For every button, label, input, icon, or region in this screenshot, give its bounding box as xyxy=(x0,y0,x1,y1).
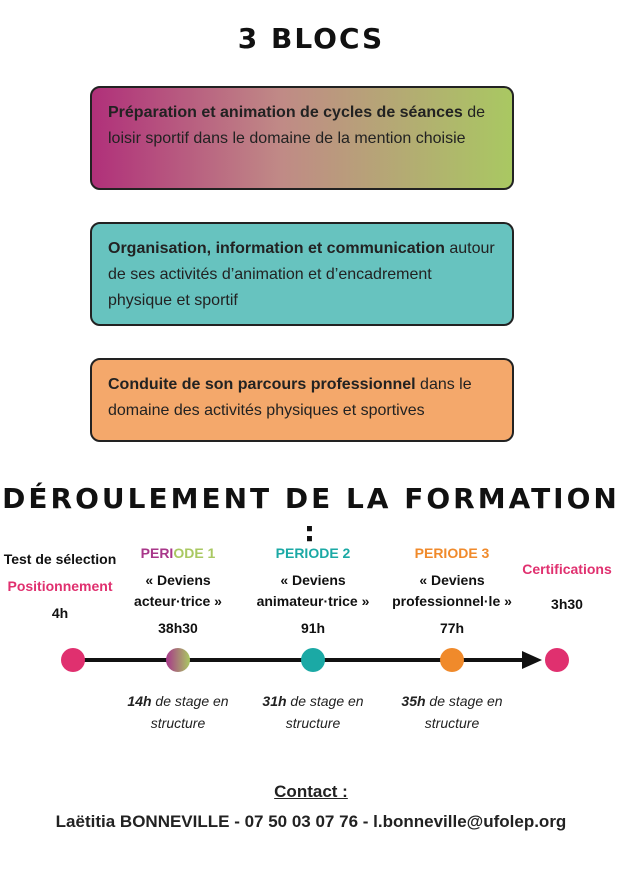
stage-2-text: de stage en structure xyxy=(285,693,364,731)
period-3-hours: 77h xyxy=(439,620,465,636)
period-1-subtitle: « Deviens acteur·trice » xyxy=(134,572,222,609)
timeline-end xyxy=(512,559,622,615)
bloc-3-text: dans le domaine des activités physiques et sportives xyxy=(108,376,472,419)
title-deroulement: DÉROULEMENT DE LA FORMATION : xyxy=(2,482,620,548)
period-2 xyxy=(243,543,383,639)
end-label: Certifications xyxy=(522,561,612,577)
period-1 xyxy=(118,543,238,639)
contact-heading xyxy=(0,782,622,802)
dot-end xyxy=(545,648,569,672)
bloc-preparation xyxy=(90,86,514,190)
bloc-1-text: de loisir sportif dans le domaine de la mention choisie xyxy=(108,104,486,147)
period-2-hours: 91h xyxy=(300,620,326,636)
stage-3-text: de stage en structure xyxy=(424,693,503,731)
start-label-1: Test de sélection xyxy=(3,551,117,567)
timeline-start xyxy=(0,549,120,624)
timeline-arrow-icon xyxy=(522,651,542,669)
stage-1-hours: 14h xyxy=(127,693,152,709)
bloc-organisation xyxy=(90,222,514,326)
contact-details: Laëtitia BONNEVILLE - 07 50 03 07 76 - l.bonneville@ufolep.org xyxy=(55,812,567,831)
period-3-subtitle: « Deviens professionnel·le » xyxy=(392,572,512,609)
bloc-1-bold: Préparation et animation de cycles de séances xyxy=(108,104,463,121)
period-1-label xyxy=(118,543,238,564)
stage-3-hours: 35h xyxy=(401,693,426,709)
stage-period-3 xyxy=(392,690,512,734)
dot-period-2 xyxy=(301,648,325,672)
start-hours: 4h xyxy=(51,605,69,621)
period-3-label: PERIODE 3 xyxy=(414,545,490,561)
bloc-3-bold: Conduite de son parcours professionnel xyxy=(108,376,416,393)
end-hours: 3h30 xyxy=(551,596,583,612)
period-2-label: PERIODE 2 xyxy=(275,545,351,561)
dot-start xyxy=(61,648,85,672)
period-1-label-a: PERI xyxy=(140,545,174,561)
period-2-subtitle: « Deviens animateur·trice » xyxy=(256,572,370,609)
bloc-2-bold: Organisation, information et communication xyxy=(108,240,445,257)
stage-period-2 xyxy=(253,690,373,734)
period-1-label-b: ODE 1 xyxy=(173,545,216,561)
bloc-conduite xyxy=(90,358,514,442)
dot-period-1 xyxy=(166,648,190,672)
period-3 xyxy=(382,543,522,639)
period-1-hours: 38h30 xyxy=(158,620,198,636)
contact-label: Contact : xyxy=(274,782,348,801)
bloc-2-text: autour de ses activités d’animation et d’encadrement physique et sportif xyxy=(108,240,495,309)
title-3-blocs: 3 BLOCS xyxy=(237,22,385,55)
stage-2-hours: 31h xyxy=(262,693,287,709)
dot-period-3 xyxy=(440,648,464,672)
stage-1-text: de stage en structure xyxy=(150,693,229,731)
start-label-2: Positionnement xyxy=(7,578,113,594)
stage-period-1 xyxy=(118,690,238,734)
